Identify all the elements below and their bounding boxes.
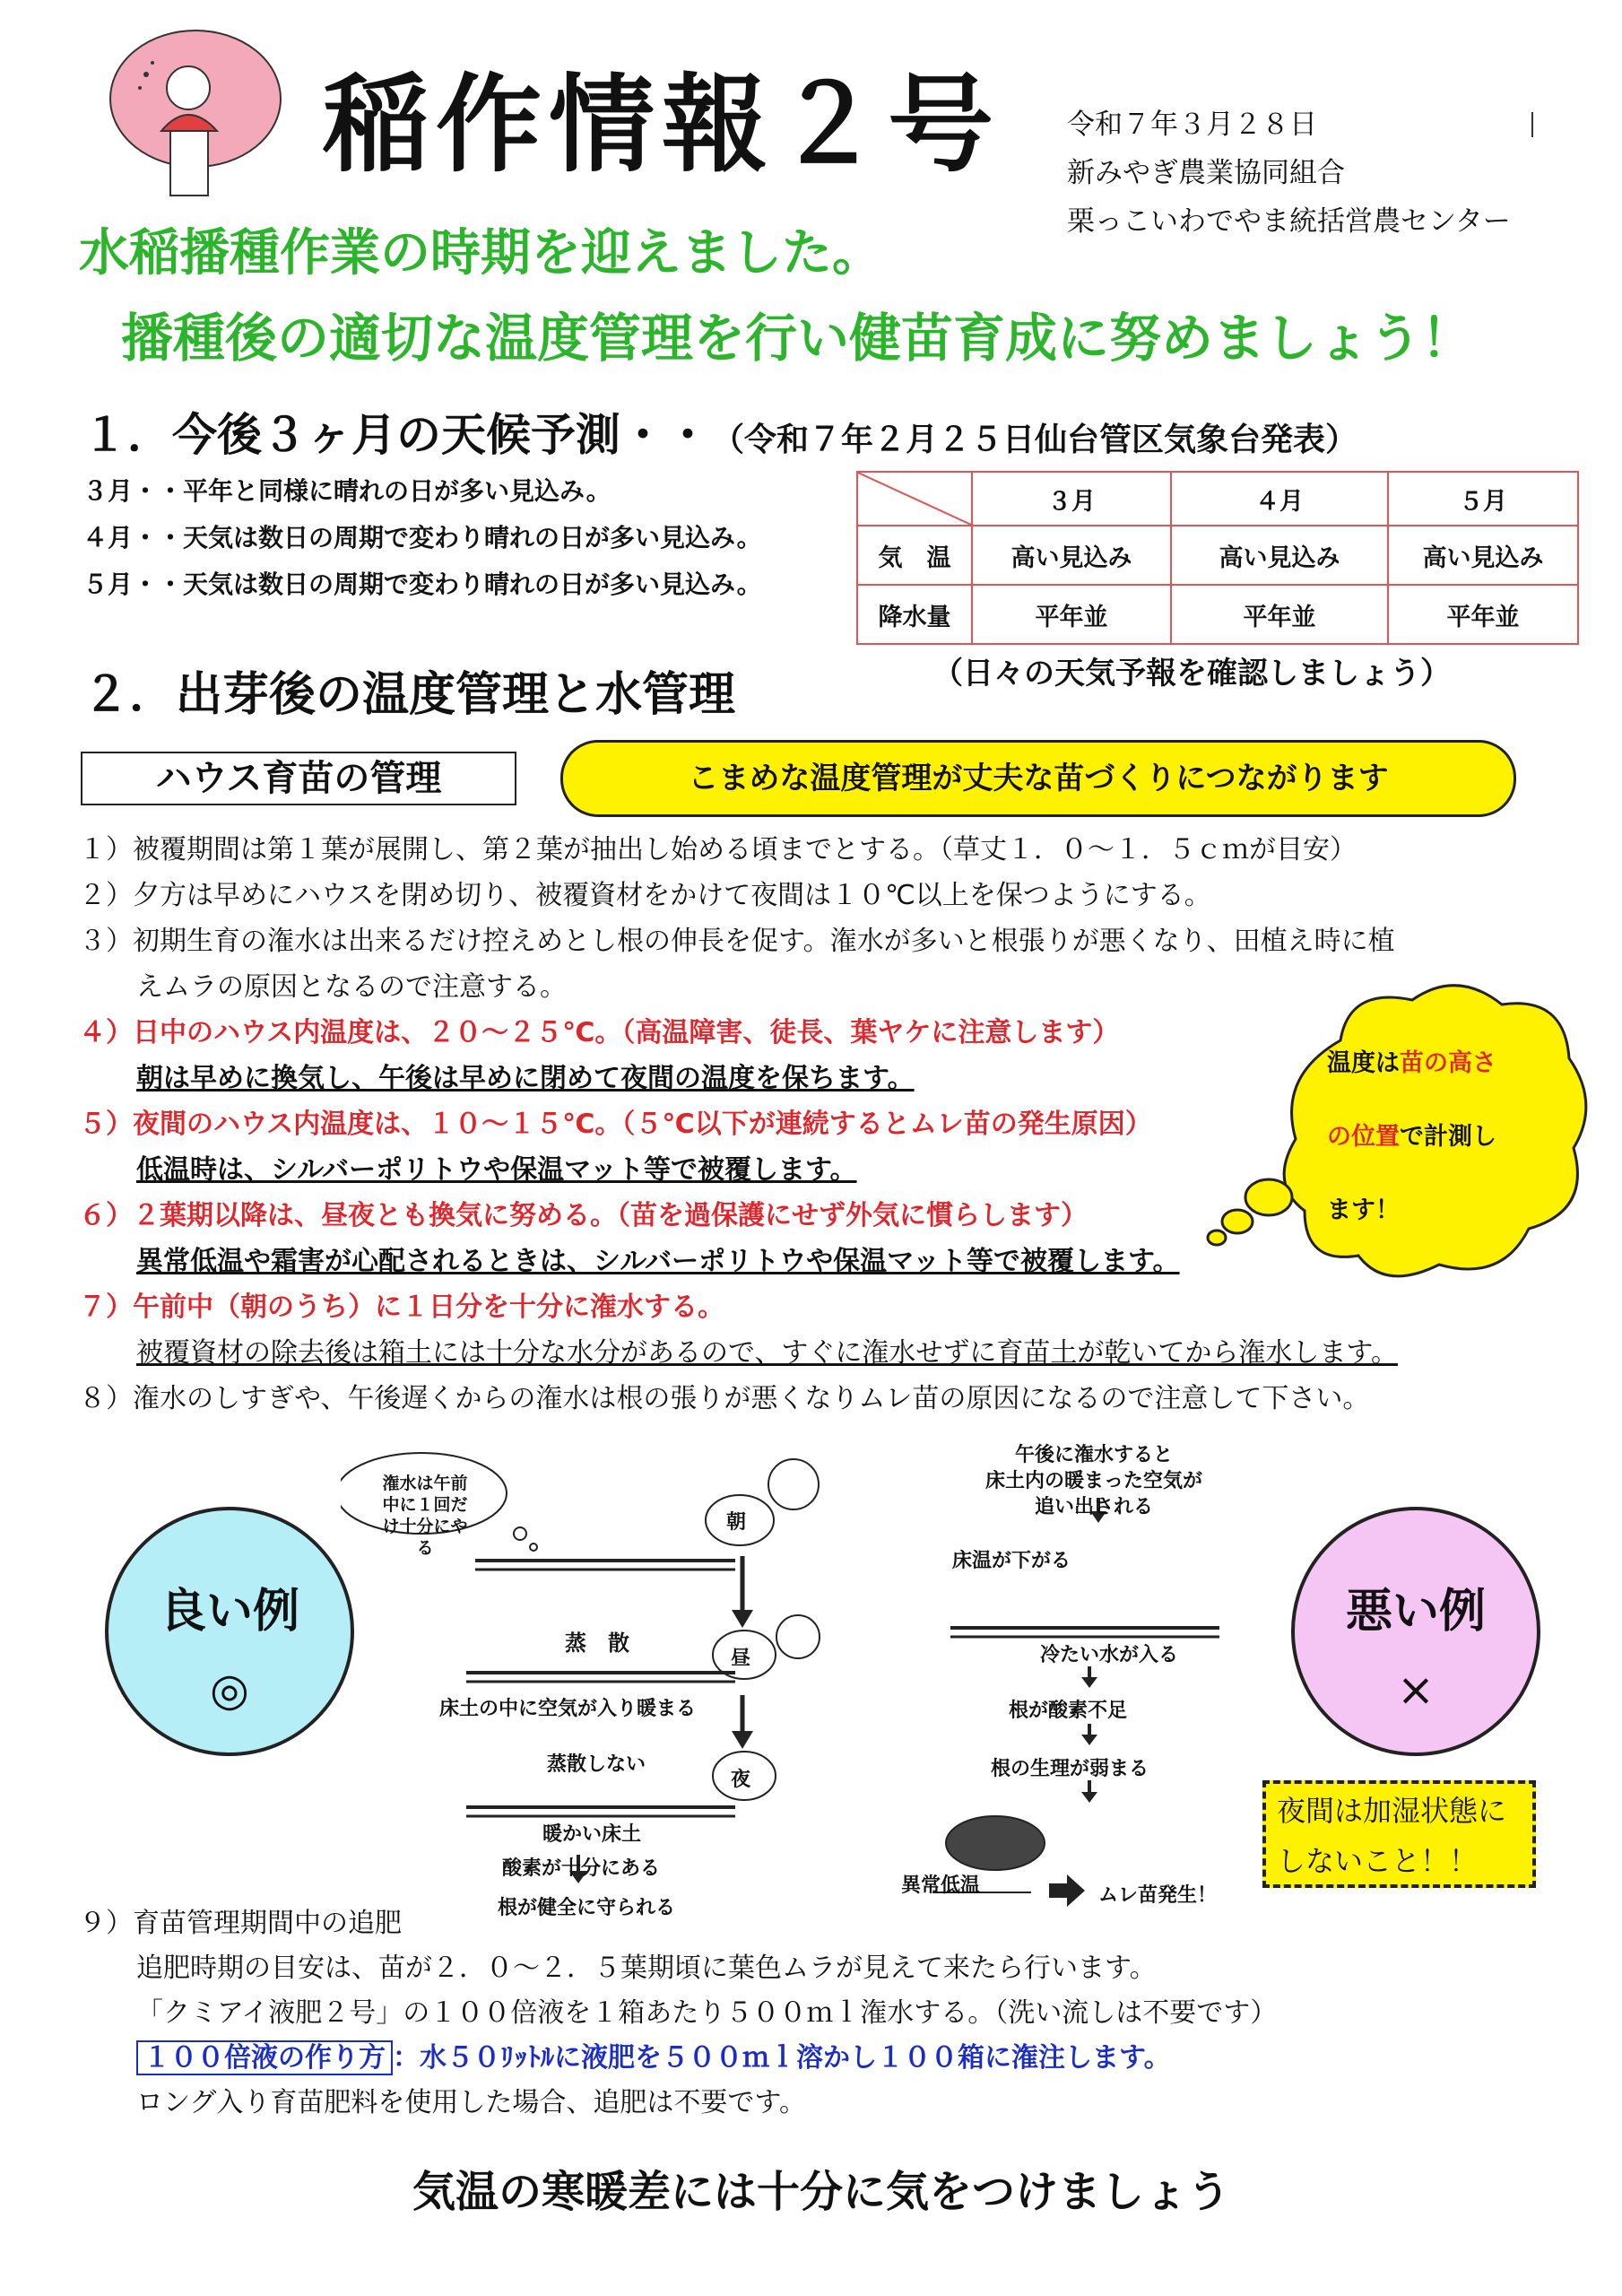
bad-example-circle	[1291, 1507, 1540, 1756]
item-9	[79, 1901, 1277, 2126]
header-info	[1067, 100, 1511, 246]
bad-note-top	[959, 1442, 1228, 1520]
item-6: ６）２葉期以降は、昼夜とも換気に努める。（苗を過保護にせず外気に慣らします）	[79, 1200, 1088, 1231]
warning-note: 夜間は加湿状態にしないこと！！	[1262, 1780, 1536, 1888]
item-7-sub: 被覆資材の除去後は箱土には十分な水分があるので、すぐに潅水せずに育苗土が乾いてから潅水します。	[136, 1337, 1398, 1369]
good-note-evap: 蒸 散	[565, 1631, 629, 1656]
house-nursery-heading: ハウス育苗の管理	[81, 752, 516, 805]
forecast-march: ３月・・平年と同様に晴れの日が多い見込み。	[82, 476, 612, 506]
good-note-oxygen: 酸素が十分にある	[502, 1857, 661, 1880]
bad-note-top-3: 追い出される	[1034, 1496, 1153, 1518]
forecast-may: ５月・・天気は数日の周期で変わり晴れの日が多い見込み。	[82, 570, 762, 599]
table-cell: 高い見込み	[1171, 526, 1388, 585]
good-note-air: 床土の中に空気が入り暖まる	[439, 1698, 697, 1720]
table-row-temperature	[857, 526, 1578, 585]
good-note-morning: 朝	[726, 1511, 747, 1534]
month-header: ４月	[1171, 472, 1388, 526]
item-7: ７）午前中（朝のうち）に１日分を十分に潅水する。	[79, 1292, 724, 1323]
bad-note-top-2: 床土内の暖まった空気が	[984, 1470, 1202, 1492]
dilution-label: １００倍液の作り方	[136, 2040, 393, 2075]
lead-line-1: 水稲播種作業の時期を迎えました。	[79, 224, 882, 283]
bad-note-cold: 冷たい水が入る	[1040, 1644, 1179, 1666]
organization: 新みやぎ農業協同組合	[1067, 157, 1345, 189]
callout-pill: こまめな温度管理が丈夫な苗づくりにつながります	[560, 740, 1516, 817]
item-2: ２）夕方は早めにハウスを閉め切り、被覆資材をかけて夜間は１０℃以上を保つようにする。	[79, 880, 1211, 911]
table-cell: 平年並	[1171, 585, 1388, 644]
center-name: 栗っこいわでやま統括営農センター	[1067, 205, 1511, 238]
item-5: ５）夜間のハウス内温度は、１０～１５℃。（５℃以下が連続するとムレ苗の発生原因）	[79, 1109, 1152, 1140]
table-cell: 高い見込み	[972, 526, 1171, 585]
bad-note-cold2: 異常低温	[901, 1874, 981, 1897]
item-9-heading: ９）育苗管理期間中の追肥	[79, 1908, 402, 1939]
bad-example-label: 悪い例	[1345, 1585, 1486, 1639]
cloud-text	[1327, 1027, 1533, 1248]
item-9-line-4: ロング入り育苗肥料を使用した場合、追肥は不要です。	[136, 2087, 806, 2118]
item-1: １）被覆期間は第１葉が展開し、第２葉が抽出し始める頃までとする。（草丈１．０～１．５ｃｍが目安）	[79, 834, 1357, 865]
forecast-april: ４月・・天気は数日の周期で変わり晴れの日が多い見込み。	[82, 523, 762, 552]
bad-note-lack: 根が酸素不足	[1009, 1700, 1128, 1722]
item-6-sub: 異常低温や霜害が心配されるときは、シルバーポリトウや保温マット等で被覆します。	[136, 1246, 1180, 1277]
item-5-sub: 低温時は、シルバーポリトウや保温マット等で被覆します。	[136, 1154, 857, 1186]
section1-title: １．今後３ヶ月の天候予測・・	[82, 409, 710, 461]
cloud-text-red: の位置	[1327, 1123, 1400, 1151]
forecast-table	[856, 471, 1579, 645]
item-9-line-2: 「クミアイ液肥２号」の１００倍液を１箱あたり５００ｍｌ潅水する。（洗い流しは不要です）	[136, 1997, 1278, 2029]
table-cell: 平年並	[972, 585, 1171, 644]
bad-note-top-1: 午後に潅水すると	[1014, 1444, 1173, 1466]
cloud-text-part: 温度は	[1327, 1049, 1400, 1077]
bad-note-temp: 床温が下がる	[952, 1550, 1071, 1572]
item-3a: ３）初期生育の潅水は出来るだけ控えめとし根の伸長を促す。潅水が多いと根張りが悪くなり、田植え時に植	[79, 926, 1395, 957]
section1-heading	[82, 399, 1357, 464]
cloud-text-part: ます！	[1327, 1196, 1400, 1224]
good-example-mark: ◎	[210, 1664, 249, 1716]
good-note-roots: 根が健全に守られる	[498, 1897, 676, 1919]
table-cell: 高い見込み	[1388, 526, 1578, 585]
good-note-no-evap: 蒸散しない	[547, 1753, 646, 1776]
good-note-bubble: 潅水は午前中に１回だけ十分にやる	[382, 1474, 468, 1558]
issue-date: 令和７年３月２８日	[1067, 109, 1317, 141]
bad-note-rot: ムレ苗発生！	[1098, 1884, 1218, 1907]
forecast-note: （日々の天気予報を確認しましょう）	[932, 656, 1451, 691]
good-note-warm: 暖かい床土	[542, 1823, 642, 1846]
farmer-tree-logo-icon	[106, 25, 285, 200]
good-example-label: 良い例	[159, 1585, 299, 1639]
row-label: 気 温	[857, 526, 972, 585]
row-label: 降水量	[857, 585, 972, 644]
table-cell: 平年並	[1388, 585, 1578, 644]
cloud-text-part: で計測し	[1400, 1123, 1496, 1151]
page-title: 稲作情報２号	[323, 63, 1002, 187]
header-divider	[1531, 112, 1533, 137]
forecast-list	[82, 468, 762, 608]
good-note-noon: 昼	[731, 1648, 751, 1670]
lead-line-2: 播種後の適切な温度管理を行い健苗育成に努めましょう！	[121, 308, 1474, 369]
section1-source: （令和７年２月２５日仙台管区気象台発表）	[728, 422, 1358, 458]
item-9-line-1: 追肥時期の目安は、苗が２．０～２．５葉期頃に葉色ムラが見えて来たら行います。	[136, 1952, 1157, 1984]
good-note-night: 夜	[731, 1769, 751, 1791]
table-row-precipitation	[857, 585, 1578, 644]
good-example-circle	[105, 1507, 354, 1756]
section2-heading: ２．出芽後の温度管理と水管理	[82, 668, 736, 722]
item-3b: えムラの原因となるので注意する。	[136, 971, 567, 1003]
dilution-text: ：水５０ﾘｯﾄﾙに液肥を５００ｍｌ溶かし１００箱に潅注します。	[393, 2042, 1171, 2074]
month-header: ３月	[972, 472, 1171, 526]
item-4: ４）日中のハウス内温度は、２０～２５℃。（高温障害、徒長、葉ヤケに注意します）	[79, 1017, 1120, 1048]
closing-message: 気温の寒暖差には十分に気をつけましょう	[412, 2167, 1231, 2217]
table-corner-cell	[857, 472, 972, 526]
item-4-sub: 朝は早めに換気し、午後は早めに閉めて夜間の温度を保ちます。	[136, 1063, 915, 1094]
item-8: ８）潅水のしすぎや、午後遅くからの潅水は根の張りが悪くなりムレ苗の原因になるので注意して下さい。	[79, 1383, 1370, 1414]
bad-note-weak: 根の生理が弱まる	[991, 1758, 1149, 1780]
month-header: ５月	[1388, 472, 1578, 526]
bad-example-mark: ×	[1397, 1664, 1435, 1716]
cloud-text-red: 苗の高さ	[1400, 1049, 1496, 1077]
